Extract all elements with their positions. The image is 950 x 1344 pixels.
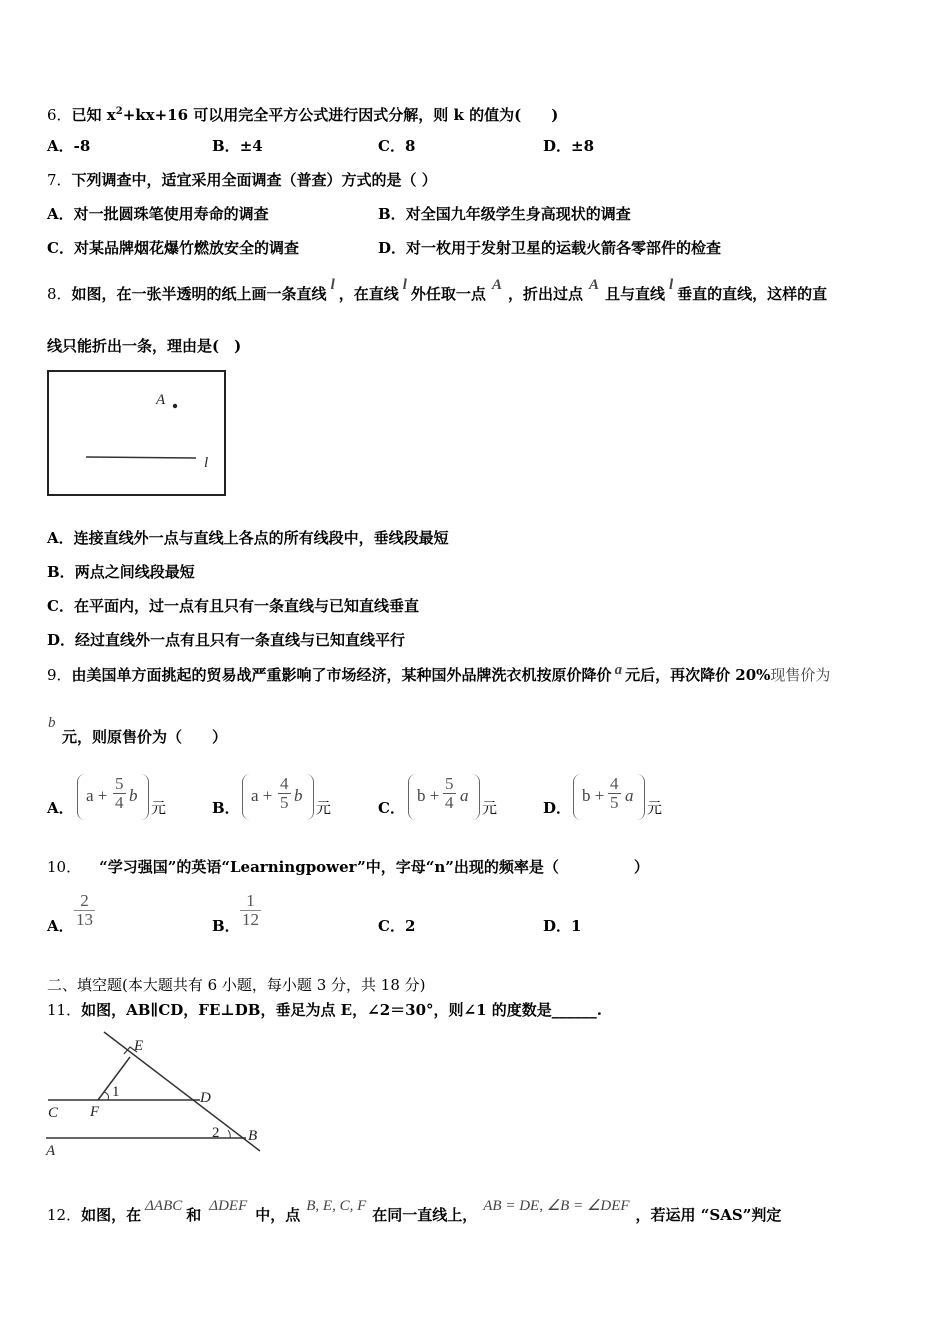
q6-option-b[interactable]: B．±4: [212, 137, 263, 155]
q10-option-c[interactable]: C．2: [378, 917, 416, 935]
q8-figure: [46, 368, 230, 498]
q6-option-d[interactable]: D．±8: [543, 137, 595, 155]
label-a: A: [46, 1143, 56, 1159]
line-l: [86, 457, 196, 458]
label-l: l: [204, 455, 209, 471]
q7-stem: 7．下列调查中，适宜采用全面调查（普查）方式的是（ ）: [47, 171, 437, 189]
q8-stem-line2: 线只能折出一条，理由是( ): [47, 337, 242, 355]
q9-number: 9．: [47, 666, 72, 684]
q10-number: 10．: [47, 858, 82, 876]
q8-option-d[interactable]: D．经过直线外一点有且只有一条直线与已知直线平行: [47, 631, 406, 649]
q11-number: 11．: [47, 1001, 82, 1019]
q8-number: 8．: [47, 285, 72, 303]
label-f: F: [90, 1104, 100, 1120]
q9-stem: 9．由美国单方面挑起的贸易战严重影响了市场经济，某种国外品牌洗衣机按原价降价 a 元后，再次降价 20%现售价为: [47, 662, 831, 684]
q6-number: 6．: [47, 106, 72, 124]
q8-option-a[interactable]: A．连接直线外一点与直线上各点的所有线段中，垂线段最短: [47, 529, 449, 547]
q6-stem: 6．已知 $x^2+kx+16$ 可以用完全平方公式进行因式分解，则 k 的值为( ): [47, 106, 559, 124]
q9-stem-line2: 元，则原售价为（ ）: [62, 728, 228, 746]
angle-1-arc: [104, 1092, 109, 1100]
label-e: E: [134, 1038, 144, 1054]
q8-stem: 8．如图，在一张半透明的纸上画一条直线 l ，在直线 l 外任取一点 A ，折出过点 A 且与直线 l 垂直的直线，这样的直: [47, 277, 828, 303]
label-c: C: [48, 1105, 59, 1121]
q9-var-b: b: [48, 715, 56, 731]
q7-option-d[interactable]: D．对一枚用于发射卫星的运载火箭各零部件的检查: [378, 239, 722, 257]
q8-option-b[interactable]: B．两点之间线段最短: [47, 563, 195, 581]
q7-option-b[interactable]: B．对全国九年级学生身高现状的调查: [378, 205, 631, 223]
q10-stem: 10． “学习强国”的英语“Learningpower”中，字母“n”出现的频率是（ ）: [47, 858, 649, 876]
q7-option-a[interactable]: A．对一批圆珠笔使用寿命的调查: [47, 205, 269, 223]
label-2: 2: [212, 1125, 220, 1141]
q7-number: 7．: [47, 171, 72, 189]
q8-option-c[interactable]: C．在平面内，过一点有且只有一条直线与已知直线垂直: [47, 597, 419, 615]
q11-figure: [40, 1030, 270, 1160]
angle-2-arc: [228, 1130, 230, 1138]
label-d: D: [200, 1090, 211, 1106]
q6-option-c[interactable]: C．8: [378, 137, 416, 155]
q12-stem: 12．如图，在 ΔABC 和 ΔDEF 中，点 B, E, C, F 在同一直线上， AB = DE, ∠B = ∠DEF ，若运用 “SAS”判定: [47, 1198, 782, 1224]
q6-option-a[interactable]: A．-8: [47, 137, 91, 155]
q11-stem: 11．如图，AB∥CD，FE⊥DB，垂足为点 E，∠2＝30°，则∠1 的度数是______.: [47, 1001, 602, 1019]
label-b: B: [248, 1128, 258, 1144]
point-a: [173, 404, 177, 408]
q10-option-d[interactable]: D．1: [543, 917, 582, 935]
q12-number: 12．: [47, 1206, 82, 1224]
label-a: A: [156, 392, 166, 408]
label-1: 1: [112, 1084, 120, 1100]
paper-rectangle: [48, 371, 225, 495]
section-heading: 二、填空题(本大题共有 6 小题，每小题 3 分，共 18 分): [47, 976, 426, 994]
q7-option-c[interactable]: C．对某品牌烟花爆竹燃放安全的调查: [47, 239, 299, 257]
